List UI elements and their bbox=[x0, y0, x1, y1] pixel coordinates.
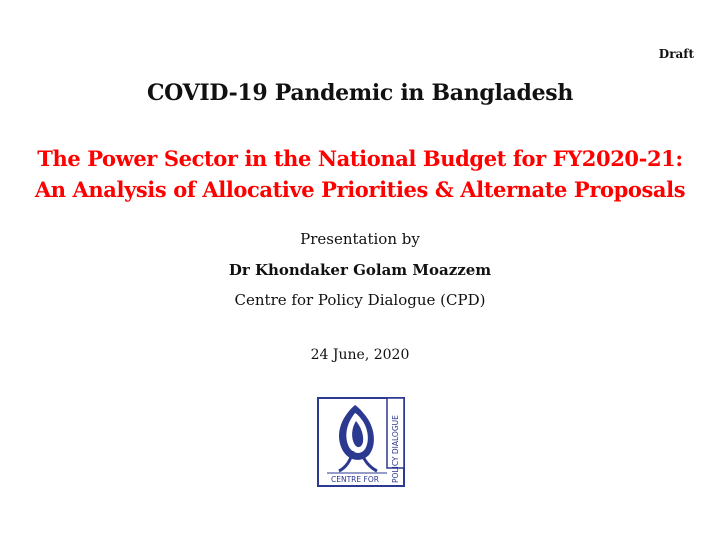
cpd-logo bbox=[317, 397, 405, 487]
presentation-by-label: Presentation by bbox=[300, 230, 420, 248]
presentation-heading: COVID-19 Pandemic in Bangladesh bbox=[146, 80, 574, 106]
draft-label: Draft bbox=[658, 47, 694, 61]
author-name: Dr Khondaker Golam Moazzem bbox=[228, 261, 492, 279]
presentation-title-line-2: An Analysis of Allocative Priorities & Alternate Proposals bbox=[34, 177, 686, 202]
logo-text-bottom: CENTRE FOR bbox=[331, 475, 379, 484]
presentation-date: 24 June, 2020 bbox=[310, 347, 410, 363]
presentation-title-line-1: The Power Sector in the National Budget for FY2020-21: bbox=[37, 146, 683, 171]
organization-name: Centre for Policy Dialogue (CPD) bbox=[234, 291, 486, 309]
logo-text-side: POLICY DIALOGUE bbox=[391, 415, 400, 483]
